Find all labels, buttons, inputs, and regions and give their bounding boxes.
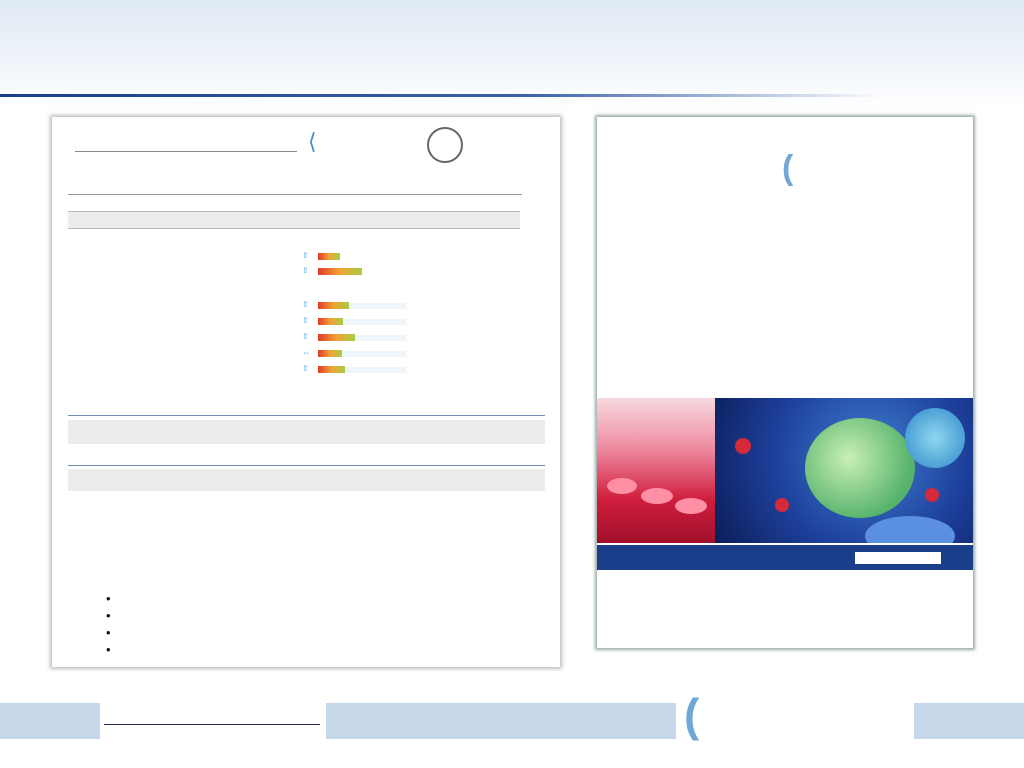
virus <box>735 438 751 454</box>
result-bar <box>318 302 349 309</box>
immune-cells-image <box>715 398 973 543</box>
brochure-cover <box>597 117 973 648</box>
divider <box>68 415 545 416</box>
dakks-seal <box>427 127 527 167</box>
dish <box>641 488 673 504</box>
up-arrow-icon: ⇧ <box>302 316 309 325</box>
dakks-seal-icon <box>427 127 463 163</box>
report-title-underline <box>75 151 297 152</box>
up-arrow-icon: ⇧ <box>302 332 309 341</box>
scale-ticks <box>318 263 408 271</box>
report-row <box>68 349 528 361</box>
report-row <box>68 381 528 393</box>
up-arrow-icon: ⇧ <box>302 300 309 309</box>
up-arrow-icon: ⇧ <box>302 364 309 373</box>
section-immunologie <box>68 211 520 229</box>
plattform-underline <box>104 724 320 725</box>
lab-report-document <box>52 117 560 667</box>
interp-heading <box>68 420 545 444</box>
title-underline <box>0 94 880 97</box>
dish <box>607 478 637 494</box>
fachinformation-tag <box>855 552 941 564</box>
result-bar <box>318 350 342 357</box>
plattform-logo-bg <box>100 696 326 746</box>
dna-spiral-icon: ( <box>684 689 700 741</box>
report-row <box>68 365 528 377</box>
cell <box>805 418 915 518</box>
header-divider <box>68 194 522 195</box>
cell <box>865 516 955 543</box>
virus <box>925 488 939 502</box>
labor-logo-icon: ⟨ <box>308 129 317 154</box>
dna-spiral-icon: ( <box>782 149 794 187</box>
brochure-cover-image <box>597 398 973 543</box>
report-column-headers <box>68 182 522 194</box>
report-row <box>68 333 528 345</box>
list-item <box>106 590 121 607</box>
left-right-arrow-icon: ⇔ <box>302 348 310 357</box>
up-arrow-icon: ⇧ <box>302 251 309 260</box>
virus <box>775 498 789 512</box>
result-bar <box>318 318 343 325</box>
report-row <box>68 317 528 329</box>
up-arrow-icon: ⇧ <box>302 266 309 275</box>
labor-logo <box>308 129 418 159</box>
result-bar <box>318 334 355 341</box>
result-bar <box>318 366 345 373</box>
lab-petri-image <box>597 398 715 543</box>
dish <box>675 498 707 514</box>
cell <box>905 408 965 468</box>
result-bar <box>318 253 340 260</box>
ganzimmun-diagnostics-logo <box>782 147 952 191</box>
list-item <box>106 641 121 658</box>
report-row <box>68 252 528 264</box>
ganzimmun-akademie-logo-bg <box>676 690 914 746</box>
brochure-strip <box>597 545 973 570</box>
brochure-caption <box>594 655 914 677</box>
report-row <box>68 267 528 279</box>
list-item <box>106 607 121 624</box>
list-item <box>106 624 121 641</box>
interpretation-paragraph <box>68 520 545 537</box>
report-row <box>68 301 528 313</box>
divider <box>68 465 545 466</box>
bullet-list <box>106 590 121 658</box>
nk-heading <box>68 469 545 491</box>
